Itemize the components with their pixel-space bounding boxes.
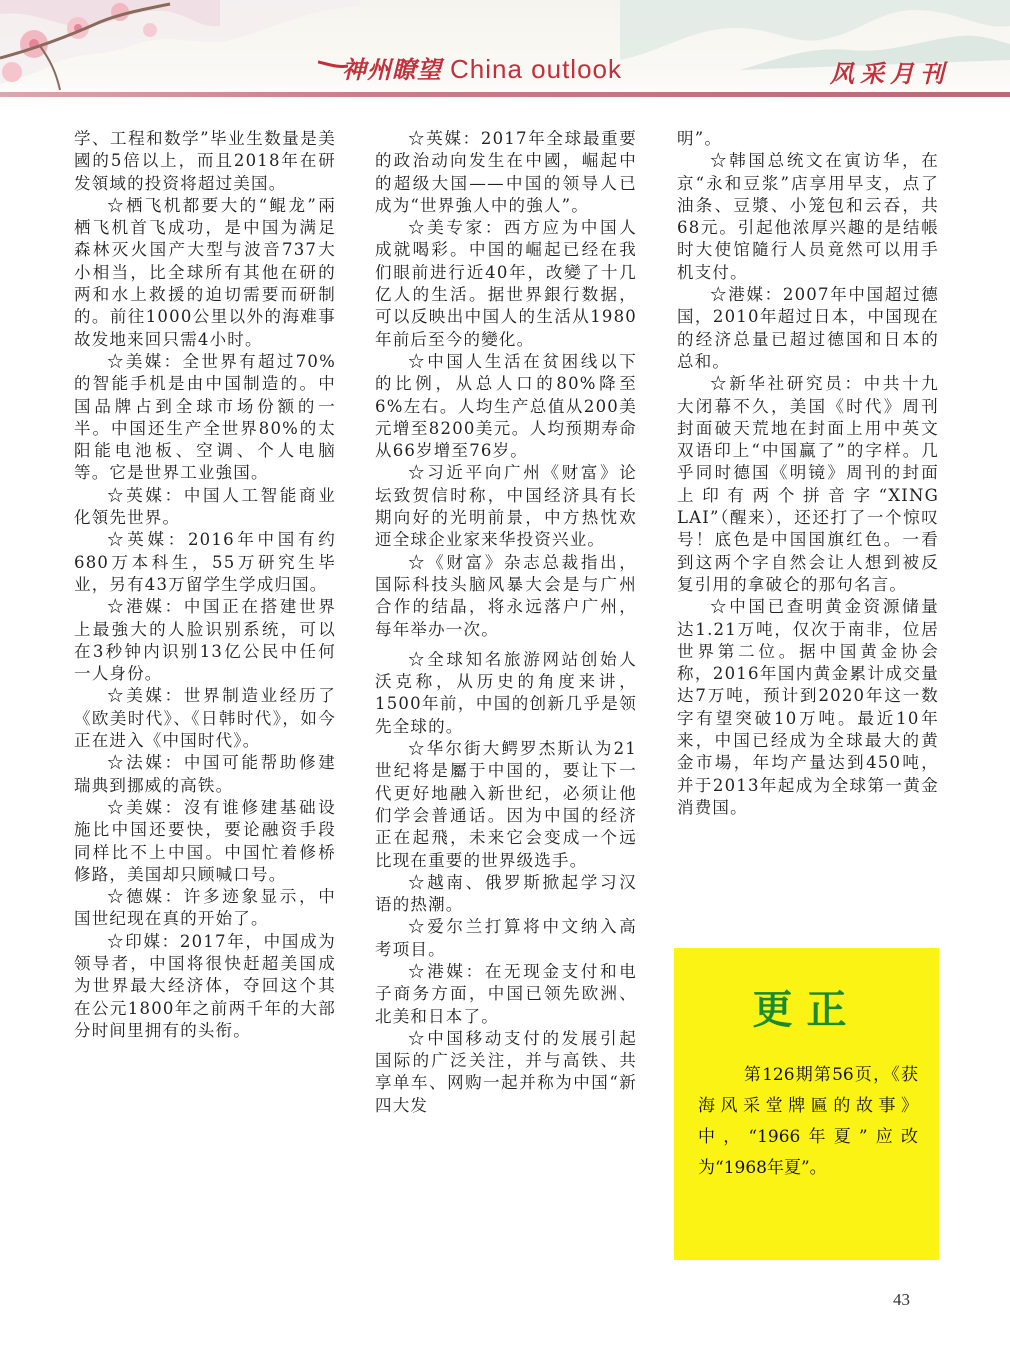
magazine-title — [342, 50, 622, 84]
correction-title: 更正 — [752, 987, 861, 1033]
paragraph: 学、工程和数学”毕业生数量是美國的5倍以上，而且2018年在研发領域的投资将超过美国。 — [74, 129, 336, 193]
header-divider — [0, 92, 1010, 97]
paragraph: ☆韩国总统文在寅访华，在京“永和豆浆”店享用早支，点了油条、豆漿、小笼包和云吞，共68元。引起他浓厚兴趣的是结帳时大使馆隨行人员竟然可以用手机支付。 — [677, 151, 939, 282]
paragraph: ☆德媒：许多迹象显示，中国世纪现在真的开始了。 — [74, 887, 336, 929]
paragraph: ☆中国移动支付的发展引起国际的广泛关注，并与高铁、共享单车、网购一起并称为中国“新四大发 — [375, 1028, 637, 1115]
paragraph: ☆中国已查明黄金资源储量达1.21万吨，仅次于南非，位居世界第二位。据中国黄金协会称，2016年国内黄金累计成交量达7万吨，预计到2020年这一数字有望突破10万吨。最近10年来，中国已经成为全球最大的黄金市場，年均产量达到450吨，并于2013年起成为全球第一黄金消费国。 — [677, 597, 939, 817]
paragraph: ☆美媒：世界制造业经历了《欧美时代》、《日韩时代》，如今正在进入《中国时代》。 — [74, 686, 336, 751]
page-number: 43 — [893, 1290, 910, 1309]
paragraph: ☆习近平向广州《财富》论坛致贺信时称，中国经济具有长期向好的光明前景，中方热忱欢迊全球企业家来华投资兴业。 — [375, 463, 637, 550]
correction-box — [674, 948, 939, 1260]
mountain-decoration-left — [0, 0, 360, 96]
paragraph: ☆爱尔兰打算将中文纳入高考项目。 — [375, 917, 637, 959]
paragraph: ☆法媒：中国可能帮助修建瑞典到挪威的高铁。 — [74, 753, 336, 795]
correction-text: 第126期第56页，《获海风采堂牌匾的故事》中，“1966年夏”应改为“1968年夏”。 — [698, 1065, 918, 1178]
magazine-title-cn: 神州瞭望 — [342, 55, 442, 84]
paragraph: ☆新华社研究员：中共十九大闭幕不久，美国《时代》周刊封面破天荒地在封面上用中英文双语印上“中国赢了”的字样。几乎同时德国《明镜》周刊的封面上印有两个拼音字“XING LAI”（醒来），还还打了一个惊叹号！底色是中国国旗红色。一看到这两个字自然会让人想到被反复引用的拿破仑的那句名言。 — [677, 374, 939, 594]
paragraph: ☆美媒：沒有谁修建基础设施比中国还要快，要论融资手段同样比不上中国。中国忙着修桥修路，美国却只顾喊口号。 — [74, 797, 336, 884]
paragraph: ☆港媒：在无现金支付和电子商务方面，中国已领先欧洲、北美和日本了。 — [375, 961, 637, 1026]
article-column-3 — [677, 128, 939, 819]
paragraph: ☆美媒：全世界有超过70%的智能手机是由中国制造的。中国品牌占到全球市场份额的一半。中国还生产全世界80%的太阳能电池板、空调、个人电脑等。它是世界工业強国。 — [74, 351, 336, 483]
paragraph: ☆《财富》杂志总裁指出，国际科技头脑风暴大会是与广州合作的结晶，将永远落户广州，每年举办一次。 — [375, 552, 637, 639]
article-column-2 — [375, 128, 637, 1117]
paragraph: ☆栖飞机都要大的“鲲龙”兩栖飞机首飞成功，是中国为满足森林灭火国产大型与波音737大小相当，比全球所有其他在研的两和水上救援的迫切需要而研制的。前往1000公里以外的海难事故发地来回只需4小时。 — [74, 195, 336, 349]
page-header — [0, 0, 1010, 108]
paragraph: ☆中国人生活在贫困线以下的比例，从总人口的80%降至6%左右。人均生产总值从200美元增至8200美元。人均预期寿命从66岁增至76岁。 — [375, 351, 637, 461]
paragraph: ☆英媒：2017年全球最重要的政治动向发生在中國，崛起中的超级大国——中国的领导人已成为“世界強人中的強人”。 — [375, 129, 637, 215]
paragraph: ☆港媒：中国正在搭建世界上最強大的人脸识别系统，可以在3秒钟内识别13亿公民中任何一人身份。 — [74, 597, 336, 684]
monthly-name: 风采月刊 — [830, 59, 950, 88]
paragraph: ☆英媒：中国人工智能商业化領先世界。 — [74, 485, 336, 528]
paragraph: ☆美专家：西方应为中国人成就喝彩。中国的崛起已经在我们眼前进行近40年，改變了十几亿人的生活。据世界銀行数据，可以反映出中国人的生活从1980年前后至今的變化。 — [375, 218, 637, 349]
mountain-decoration-right — [620, 0, 1010, 96]
paragraph: ☆全球知名旅游网站创始人沃克称，从历史的角度来讲，1500年前，中国的创新几乎是领先全球的。 — [375, 649, 637, 736]
paragraph: ☆越南、俄罗斯掀起学习汉语的热潮。 — [375, 872, 637, 915]
paragraph: ☆英媒：2016年中国有约680万本科生，55万研究生毕业，另有43万留学生学成归国。 — [74, 530, 336, 594]
paragraph: ☆华尔街大鳄罗杰斯认为21世纪将是屬于中国的，要让下一代更好地融入新世纪，必须让他们学会普通话。因为中国的经济正在起飛，未来它会变成一个远比现在重要的世界级选手。 — [375, 739, 637, 870]
magazine-title-en: China outlook — [450, 54, 622, 84]
paragraph: ☆港媒：2007年中国超过德国，2010年超过日本，中国现在的经济总量已超过德国和日本的总和。 — [677, 285, 939, 371]
article-column-1 — [74, 128, 336, 1042]
paragraph: 明”。 — [677, 129, 723, 148]
paragraph: ☆印媒：2017年，中国成为领导者，中国将很快赶超美国成为世界最大经济体，夺回这个其在公元1800年之前两千年的大部分时间里拥有的头衔。 — [74, 931, 336, 1040]
